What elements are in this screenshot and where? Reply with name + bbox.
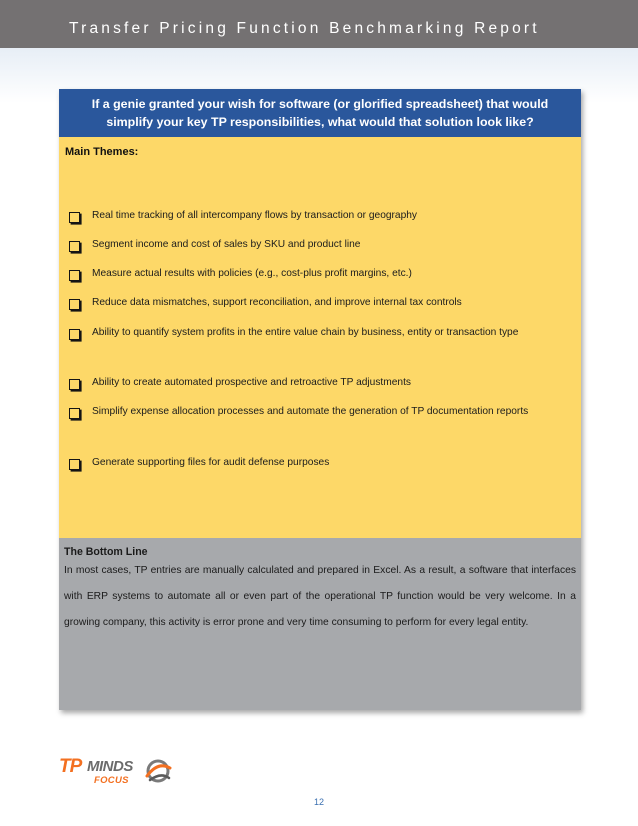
checkbox-icon (69, 241, 80, 252)
main-themes-section (59, 137, 581, 538)
report-title: Transfer Pricing Function Benchmarking Report (69, 20, 540, 37)
checkbox-icon (69, 459, 80, 470)
theme-text: Ability to create automated prospective and retroactive TP adjustments (92, 377, 412, 388)
checkbox-icon (69, 212, 80, 223)
checkbox-icon (69, 299, 80, 310)
theme-text: Segment income and cost of sales by SKU and product line (92, 239, 361, 250)
checkbox-icon (69, 408, 80, 419)
tp-minds-focus-logo (59, 756, 179, 790)
theme-text: Ability to quantify system profits in the entire value chain by business, entity or transaction type (92, 327, 519, 338)
survey-question-line-1: If a genie granted your wish for software (or glorified spreadsheet) that would (91, 97, 549, 111)
bottom-line-text: In most cases, TP entries are manually calculated and prepared in Excel. As a result, a software that interfaces with ERP systems to automate all or even part of the operational TP function would be very welcome. In a growing company, this activity is error prone and very time consuming to perform for every legal entity. (64, 565, 576, 628)
checkbox-icon (69, 329, 80, 340)
logo-swoosh-icon (143, 756, 173, 786)
survey-card (59, 89, 581, 710)
logo-focus-text: FOCUS (94, 775, 129, 786)
checkbox-icon (69, 270, 80, 281)
survey-question-line-2: simplify your key TP responsibilities, what would that solution look like? (106, 115, 534, 129)
report-header-bar (0, 0, 638, 48)
theme-text: Simplify expense allocation processes and automate the generation of TP documentation reports (92, 406, 529, 417)
survey-question (59, 89, 581, 137)
bottom-line-section (59, 538, 581, 710)
checkbox-icon (69, 379, 80, 390)
theme-text: Measure actual results with policies (e.g., cost-plus profit margins, etc.) (92, 268, 412, 279)
main-themes-label: Main Themes: (65, 146, 139, 158)
theme-text: Real time tracking of all intercompany flows by transaction or geography (92, 210, 418, 221)
page-number: 12 (313, 797, 324, 807)
logo-tp-text: TP (59, 756, 82, 777)
logo-minds-text: MINDS (87, 758, 133, 775)
bottom-line-title: The Bottom Line (64, 546, 148, 558)
theme-text: Generate supporting files for audit defense purposes (92, 457, 330, 468)
theme-text: Reduce data mismatches, support reconciliation, and improve internal tax controls (92, 297, 462, 308)
